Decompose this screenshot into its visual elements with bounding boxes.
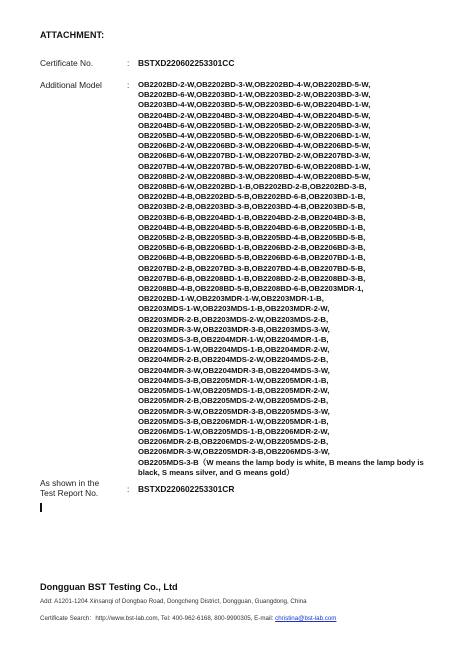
model-list-line: OB2208BD-4-B,OB2208BD-5-B,OB2208BD-6-B,OB2203MDR-1, [138,284,364,294]
model-list-line: OB2204BD-6-W,OB2205BD-1-W,OB2205BD-2-W,OB2205BD-3-W, [138,120,371,130]
model-list-line: OB2206BD-2-W,OB2206BD-3-W,OB2206BD-4-W,OB2206BD-5-W, [138,141,371,151]
model-list-line: OB2203MDS-1-W,OB2203MDS-1-B,OB2203MDR-2-W, [138,304,330,314]
model-list-line: OB2203BD-4-W,OB2203BD-5-W,OB2203BD-6-W,OB2204BD-1-W, [138,100,371,110]
text-cursor [40,503,42,512]
test-report-number-value: BSTXD220602253301CR [138,484,235,494]
model-list-line: OB2202BD-2-W,OB2202BD-3-W,OB2202BD-4-W,OB2202BD-5-W, [138,80,371,89]
model-list-line: OB2202BD-1-W,OB2203MDR-1-W,OB2203MDR-1-B, [138,294,324,304]
model-list-line: OB2204BD-2-W,OB2204BD-3-W,OB2204BD-4-W,OB2204BD-5-W, [138,110,371,120]
test-report-label [40,478,99,498]
model-list-line: OB2208BD-2-W,OB2208BD-3-W,OB2208BD-4-W,OB2208BD-5-W, [138,171,371,181]
model-list-line: OB2206BD-4-B,OB2206BD-5-B,OB2206BD-6-B,OB2207BD-1-B, [138,253,366,263]
model-list-line: OB2203BD-6-B,OB2204BD-1-B,OB2204BD-2-B,OB2204BD-3-B, [138,212,366,222]
certificate-search-text: Certificate Search：http://www.bst-lab.com, Tel: 400-962-6168, 800-9990305, E-mail: [40,615,276,622]
model-list-line: OB2202BD-4-B,OB2202BD-5-B,OB2202BD-6-B,OB2203BD-1-B, [138,192,366,202]
model-list-line: OB2205MDS-1-W,OB2205MDS-1-B,OB2205MDR-2-W, [138,386,330,396]
model-list-line: OB2204MDS-1-W,OB2204MDS-1-B,OB2204MDR-2-W, [138,345,330,355]
model-list-line: OB2205BD-2-B,OB2205BD-3-B,OB2205BD-4-B,OB2205BD-5-B, [138,233,366,243]
model-list-line: OB2207BD-4-W,OB2207BD-5-W,OB2207BD-6-W,OB2208BD-1-W, [138,161,371,171]
model-list-line: OB2206MDS-1-W,OB2205MDS-1-B,OB2206MDR-2-W, [138,426,330,436]
model-list-line: OB2204MDR-3-W,OB2204MDR-3-B,OB2204MDS-3-W, [138,365,330,375]
model-list-line: OB2205MDR-2-B,OB2205MDS-2-W,OB2205MDS-2-B, [138,396,329,406]
model-list-line: OB2208BD-6-W,OB2202BD-1-B,OB2202BD-2-B,OB2202BD-3-B, [138,182,367,192]
model-list-line: OB2203MDR-2-B,OB2203MDS-2-W,OB2203MDS-2-B, [138,314,329,324]
model-list-line: OB2206MDR-3-W,OB2205MDR-3-B,OB2206MDS-3-W, [138,447,330,457]
test-report-colon: : [127,484,130,494]
model-list-line: OB2203BD-2-B,OB2203BD-3-B,OB2203BD-4-B,OB2203BD-5-B, [138,202,366,212]
model-list-line: OB2203MDR-3-W,OB2203MDR-3-B,OB2203MDS-3-W, [138,324,330,334]
company-name: Dongguan BST Testing Co., Ltd [40,582,178,592]
model-list-line: OB2207BD-2-B,OB2207BD-3-B,OB2207BD-4-B,OB2207BD-5-B, [138,263,366,273]
model-list-line: OB2205BD-4-W,OB2205BD-5-W,OB2205BD-6-W,OB2206BD-1-W, [138,131,371,141]
model-list-line: OB2204BD-4-B,OB2204BD-5-B,OB2204BD-6-B,OB2205BD-1-B, [138,222,366,232]
certificate-number-value: BSTXD220602253301CC [138,58,235,68]
company-address: Add: A1201-1204 Xinsanqi of Dongbao Road, Dongcheng District, Dongguan, Guangdong, China [40,598,307,605]
certificate-number-colon: : [127,58,130,68]
model-list-line: OB2204MDR-2-B,OB2204MDS-2-W,OB2204MDS-2-B, [138,355,329,365]
model-list-line: OB2205BD-6-B,OB2206BD-1-B,OB2206BD-2-B,OB2206BD-3-B, [138,243,366,253]
additional-model-colon: : [127,80,130,90]
certificate-search-line [40,613,336,622]
model-list-line: OB2205MDR-3-W,OB2205MDR-3-B,OB2205MDS-3-W, [138,406,330,416]
model-list-line: OB2202BD-6-W,OB2203BD-1-W,OB2203BD-2-W,OB2203BD-3-W, [138,90,371,100]
certificate-number-label: Certificate No. [40,58,94,68]
model-list-line: OB2203MDS-3-B,OB2204MDR-1-W,OB2204MDR-1-B, [138,335,329,345]
email-link[interactable]: christina@bst-lab.com [275,615,337,622]
model-list-line: OB2205MDS-3-B,OB2206MDR-1-W,OB2205MDR-1-B, [138,416,329,426]
model-list-line: OB2204MDS-3-B,OB2205MDR-1-W,OB2205MDR-1-B, [138,375,329,385]
additional-model-list [138,80,428,478]
attachment-heading: ATTACHMENT: [40,30,105,40]
test-report-label-line2: Test Report No. [40,488,99,498]
test-report-label-line1: As shown in the [40,478,100,488]
model-list-line: OB2206MDR-2-B,OB2206MDS-2-W,OB2205MDS-2-B, [138,437,329,447]
model-list-line: OB2206BD-6-W,OB2207BD-1-W,OB2207BD-2-W,OB2207BD-3-W, [138,151,371,161]
additional-model-label: Additional Model [40,80,102,90]
model-color-note: OB2205MDS-3-B（W means the lamp body is white, B means the lamp body is black, S means silver, and G means gold） [138,457,424,477]
model-list-line: OB2207BD-6-B,OB2208BD-1-B,OB2208BD-2-B,OB2208BD-3-B, [138,273,366,283]
